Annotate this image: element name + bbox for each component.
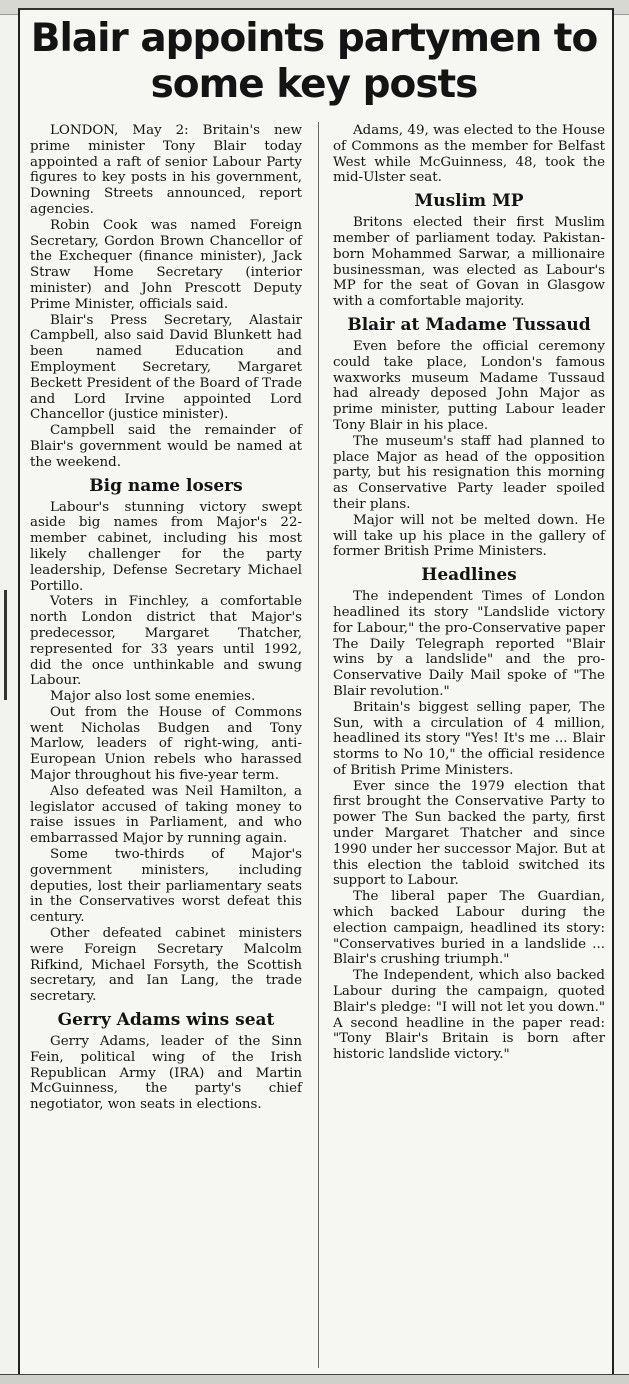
body-paragraph: Voters in Finchley, a comfortable north London district that Major's predecessor, Margaret Thatcher, represented for 33 years until 1992, did the once unthinkable and swung Labour. [30, 594, 302, 689]
body-paragraph: Out from the House of Commons went Nicholas Budgen and Tony Marlow, leaders of right-wing, anti-European Union rebels who harassed Major throughout his five-year term. [30, 704, 302, 784]
headline: Blair appoints partymen to some key posts [30, 16, 598, 107]
dateline-paragraph: LONDON, May 2: Britain's new prime minister Tony Blair today appointed a raft of senior Labour Party figures to key posts in his government, Downing Streets announced, report agencies. [30, 123, 302, 217]
body-paragraph: Britons elected their first Muslim member of parliament today. Pakistan-born Mohammed Sarwar, a millionaire businessman, was elected as Labour's MP for the seat of Govan in Glasgow with a comfortable majority. [333, 215, 605, 310]
subhead-big-name-losers: Big name losers [89, 475, 243, 496]
body-paragraph: Robin Cook was named Foreign Secretary, Gordon Brown Chancellor of the Exchequer (finance minister), Jack Straw Home Secretary (interior minister) and John Prescott Deputy Prime Minister, officials said. [30, 217, 302, 312]
body-paragraph: The independent Times of London headlined its story "Landslide victory for Labour," the pro-Conservative paper The Daily Telegraph reported "Blair wins by a landslide" and the pro-Conservative Daily Mail spoke of "The Blair revolution." [333, 589, 605, 699]
left-column [30, 123, 302, 1113]
body-paragraph: Some two-thirds of Major's government ministers, including deputies, lost their parliamentary seats in the Conservatives worst defeat this century. [30, 847, 302, 926]
body-paragraph: Blair's Press Secretary, Alastair Campbell, also said David Blunkett had been named Education and Employment Secretary, Margaret Beckett President of the Board of Trade and Lord Irvine appointed Lord Chancellor (justice minister). [30, 312, 302, 423]
adjacent-column-rule [4, 590, 7, 700]
subhead-muslim-mp: Muslim MP [414, 191, 524, 212]
body-paragraph: Adams, 49, was elected to the House of Commons as the member for Belfast West while McGuinness, 48, took the mid-Ulster seat. [333, 123, 605, 186]
subhead-madame-tussaud: Blair at Madame Tussaud [347, 314, 591, 335]
body-paragraph: Other defeated cabinet ministers were Foreign Secretary Malcolm Rifkind, Michael Forsyth, the Scottish secretary, and Ian Lang, the trade secretary. [30, 926, 302, 1005]
body-paragraph: Britain's biggest selling paper, The Sun, with a circulation of 4 million, headlined its story "Yes! It's me ... Blair storms to No 10," the official residence of British Prime Ministers. [333, 699, 605, 778]
body-paragraph: The liberal paper The Guardian, which backed Labour during the election campaign, headlined its story: "Conservatives buried in a landslide ... Blair's crushing triumph." [333, 889, 605, 968]
body-paragraph: Even before the official ceremony could take place, London's famous waxworks museum Madame Tussaud had already deposed John Major as prime minister, putting Labour leader Tony Blair in his place. [333, 338, 605, 433]
body-paragraph: Gerry Adams, leader of the Sinn Fein, political wing of the Irish Republican Army (IRA) and Martin McGuinness, the party's chief negotiator, won seats in elections. [30, 1034, 302, 1113]
body-paragraph: Labour's stunning victory swept aside big names from Major's 22-member cabinet, including his most likely challenger for the party leadership, Defense Secretary Michael Portillo. [30, 499, 302, 594]
body-paragraph: Major also lost some enemies. [50, 689, 256, 705]
column-divider [318, 122, 319, 1368]
body-paragraph: Ever since the 1979 election that first brought the Conservative Party to power The Sun backed the party, first under Margaret Thatcher and since 1990 under her successor Major. But at this election the tabloid switched its support to Labour. [333, 778, 605, 889]
right-column [333, 123, 605, 1063]
body-paragraph: Major will not be melted down. He will take up his place in the gallery of former British Prime Ministers. [333, 512, 605, 560]
body-paragraph: The Independent, which also backed Labour during the campaign, quoted Blair's pledge: "I will not let you down." A second headline in the paper read: "Tony Blair's Britain is born after historic landslide victory." [333, 968, 605, 1063]
subhead-headlines: Headlines [421, 565, 517, 586]
body-paragraph: Campbell said the remainder of Blair's government would be named at the weekend. [30, 423, 302, 470]
body-paragraph: Also defeated was Neil Hamilton, a legislator accused of taking money to raise issues in Parliament, and who embarrassed Major by running again. [30, 783, 302, 847]
body-paragraph: The museum's staff had planned to place Major as head of the opposition party, but his resignation this morning as Conservative Party leader spoiled their plans. [333, 433, 605, 512]
subhead-gerry-adams: Gerry Adams wins seat [57, 1010, 275, 1031]
